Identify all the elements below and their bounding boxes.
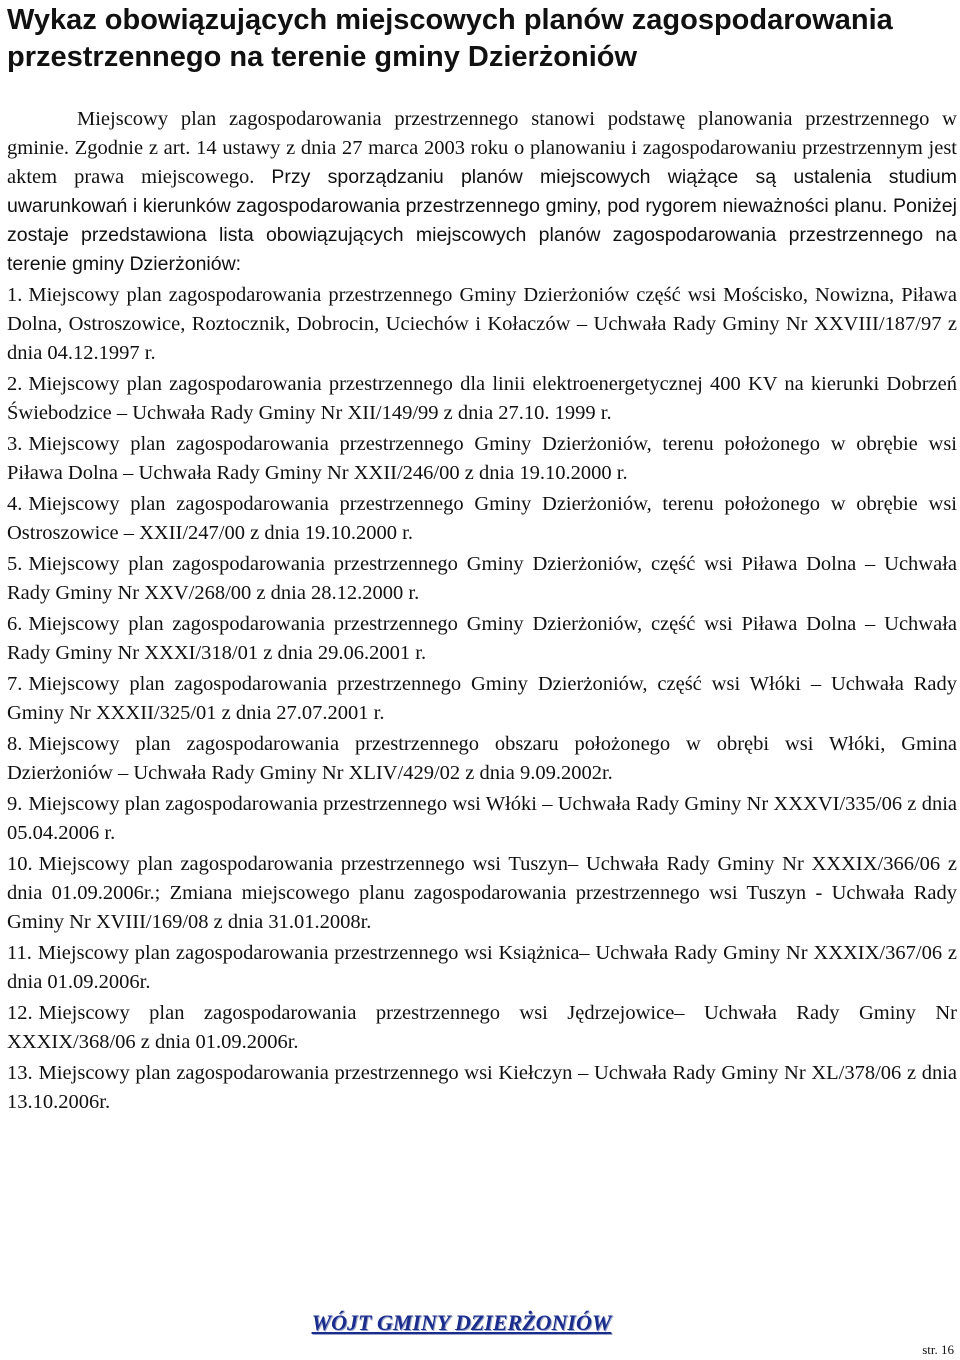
plan-text: Miejscowy plan zagospodarowania przestrzennego wsi Jędrzejowice– Uchwała Rady Gminy Nr XXXIX/368/06 z dnia 01.09.2006r. — [7, 1002, 957, 1053]
plan-item — [7, 790, 957, 848]
plan-number: 4. — [7, 493, 23, 515]
plan-item — [7, 999, 957, 1057]
plan-number: 6. — [7, 613, 23, 635]
plan-text: Miejscowy plan zagospodarowania przestrzennego Gminy Dzierżoniów, część wsi Piława Dolna – Uchwała Rady Gminy Nr XXXI/318/01 z dnia 29.06.2001 r. — [7, 613, 957, 664]
plan-number: 5. — [7, 553, 23, 575]
page-title: Wykaz obowiązujących miejscowych planów zagospodarowania przestrzennego na terenie gminy Dzierżoniów — [7, 4, 893, 73]
plan-item — [7, 610, 957, 668]
plan-item — [7, 730, 957, 788]
plan-item — [7, 670, 957, 728]
document-page — [7, 2, 957, 1117]
plan-number: 2. — [7, 373, 23, 395]
plan-number: 12. — [7, 1002, 33, 1024]
plan-number: 1. — [7, 284, 23, 306]
plan-text: Miejscowy plan zagospodarowania przestrzennego Gminy Dzierżoniów, część wsi Włóki – Uchwała Rady Gminy Nr XXXII/325/01 z dnia 27.07.2001 r. — [7, 673, 957, 724]
plan-text: Miejscowy plan zagospodarowania przestrzennego Gminy Dzierżoniów, terenu położonego w obrębie wsi Piława Dolna – Uchwała Rady Gminy Nr XXII/246/00 z dnia 19.10.2000 r. — [7, 433, 957, 484]
plan-text: Miejscowy plan zagospodarowania przestrzennego obszaru położonego w obrębi wsi Włóki, Gmina Dzierżoniów – Uchwała Rady Gminy Nr XLIV/429/02 z dnia 9.09.2002r. — [7, 733, 957, 784]
plan-number: 13. — [7, 1062, 33, 1084]
plan-item — [7, 939, 957, 997]
plan-item — [7, 281, 957, 368]
plan-text: Miejscowy plan zagospodarowania przestrzennego wsi Książnica– Uchwała Rady Gminy Nr XXXIX/367/06 z dnia 01.09.2006r. — [7, 942, 957, 993]
plan-text: Miejscowy plan zagospodarowania przestrzennego wsi Włóki – Uchwała Rady Gminy Nr XXXVI/335/06 z dnia 05.04.2006 r. — [7, 793, 957, 844]
signature: WÓJT GMINY DZIERŻONIÓW — [311, 1310, 612, 1335]
plans-list — [7, 281, 957, 1117]
plan-number: 10. — [7, 853, 33, 875]
intro-text-part2: Przy sporządzaniu planów miejscowych wiążące są ustalenia studium uwarunkowań i kierunków zagospodarowania przestrzennego gminy, pod rygorem nieważności planu. Poniżej zostaje przedstawiona lista obowiązujących miejscowych planów zagospodarowania przestrzennego na terenie gminy Dzierżoniów: — [7, 166, 957, 275]
plan-text: Miejscowy plan zagospodarowania przestrzennego Gminy Dzierżoniów, terenu położonego w obrębie wsi Ostroszowice – XXII/247/00 z dnia 19.10.2000 r. — [7, 493, 957, 544]
page-number: str. 16 — [922, 1342, 954, 1357]
plan-number: 7. — [7, 673, 23, 695]
plan-number: 3. — [7, 433, 23, 455]
plan-item — [7, 430, 957, 488]
plan-text: Miejscowy plan zagospodarowania przestrzennego Gminy Dzierżoniów, część wsi Piława Dolna – Uchwała Rady Gminy Nr XXV/268/00 z dnia 28.12.2000 r. — [7, 553, 957, 604]
plan-item — [7, 550, 957, 608]
plan-text: Miejscowy plan zagospodarowania przestrzennego wsi Tuszyn– Uchwała Rady Gminy Nr XXXIX/366/06 z dnia 01.09.2006r.; Zmiana miejscowego planu zagospodarowania przestrzennego wsi Tuszyn - Uchwała Rady Gminy Nr XVIII/169/08 z dnia 31.01.2008r. — [7, 853, 957, 933]
plan-text: Miejscowy plan zagospodarowania przestrzennego Gminy Dzierżoniów część wsi Mościsko, Nowizna, Piława Dolna, Ostroszowice, Roztocznik, Dobrocin, Uciechów i Kołaczów – Uchwała Rady Gminy Nr XXVIII/187/97 z dnia 04.12.1997 r. — [7, 284, 957, 364]
intro-paragraph — [7, 105, 957, 279]
plan-text: Miejscowy plan zagospodarowania przestrzennego wsi Kiełczyn – Uchwała Rady Gminy Nr XL/378/06 z dnia 13.10.2006r. — [7, 1062, 957, 1113]
plan-number: 11. — [7, 942, 32, 964]
intro-text-part1: Miejscowy plan zagospodarowania przestrzennego stanowi podstawę planowania przestrzennego w gminie. Zgodnie z art. 14 ustawy z dnia 27 marca 2003 roku o planowaniu i zagospodarowaniu przestrzennym jest aktem prawa miejscowego. — [7, 108, 957, 188]
plan-number: 8. — [7, 733, 23, 755]
plan-item — [7, 850, 957, 937]
plan-item — [7, 370, 957, 428]
plan-item — [7, 490, 957, 548]
plan-number: 9. — [7, 793, 23, 815]
plan-item — [7, 1059, 957, 1117]
plan-text: Miejscowy plan zagospodarowania przestrzennego dla linii elektroenergetycznej 400 KV na kierunki Dobrzeń Świebodzice – Uchwała Rady Gminy Nr XII/149/99 z dnia 27.10. 1999 r. — [7, 373, 957, 424]
